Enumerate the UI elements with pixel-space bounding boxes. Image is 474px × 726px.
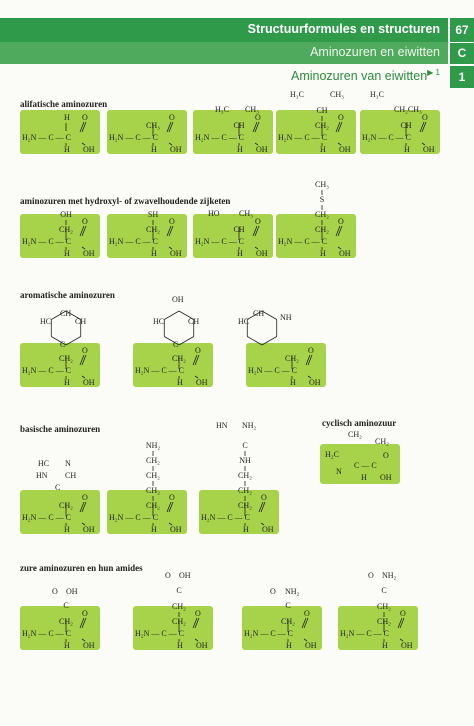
side-chain-ch2: CH₂ — [146, 501, 160, 510]
alpha-hydrogen: H — [290, 378, 296, 387]
amide-nh2: NH₂ — [285, 587, 300, 596]
carbonyl-oxygen: O — [195, 346, 201, 355]
alpha-hydrogen: H — [320, 249, 326, 258]
side-chain-ch2: CH₂ — [281, 617, 295, 626]
backbone-text: H₂N — C — C — [278, 237, 328, 246]
side-chain-ch2: CH₂ — [59, 617, 73, 626]
alpha-hydrogen: H — [64, 378, 70, 387]
proline-ch2: CH₂ — [348, 430, 362, 439]
carbonyl-oxygen: O — [255, 217, 261, 226]
side-chain-ch3: CH₃ — [146, 121, 160, 130]
methyl-group: H₃C — [370, 90, 384, 99]
section-label-aliphatic: alifatische aminozuren — [20, 99, 108, 109]
guanidine-hn: HN — [216, 421, 228, 430]
side-chain-ch: CH — [233, 225, 245, 234]
side-chain-ch2: CH₂ — [59, 225, 73, 234]
hydroxyl-group: OH — [83, 378, 95, 387]
imidazole-ch: CH — [65, 471, 77, 480]
amide-c: C — [381, 586, 387, 595]
carbonyl-oxygen: O — [422, 113, 428, 122]
indole-ring — [262, 311, 277, 320]
side-chain-ch2: CH₂ — [377, 602, 391, 611]
proline-core: C — C — [354, 461, 377, 470]
side-chain-ch2: CH₂ — [238, 471, 252, 480]
hydroxyl-group: OH — [256, 249, 268, 258]
hydroxyl-group: OH — [170, 145, 182, 154]
alpha-hydrogen: H — [177, 641, 183, 650]
alpha-hydrogen: H — [320, 145, 326, 154]
methyl-group: CH₃ — [239, 209, 253, 218]
proline-ch2: CH₂ — [375, 437, 389, 446]
backbone-text: H₂N — C — C — [22, 366, 72, 375]
amide-c: C — [285, 601, 291, 610]
alpha-hydrogen: H — [237, 249, 243, 258]
methyl-group: CH₃ — [245, 105, 259, 114]
side-chain-oh: OH — [60, 210, 72, 219]
hydroxyl-group: OH — [196, 378, 208, 387]
alpha-hydrogen: H — [64, 641, 70, 650]
ring-ch: HC — [40, 317, 52, 326]
ring-ch: CH — [253, 309, 265, 318]
backbone-text: H₂N — C — C — [195, 237, 245, 246]
alpha-hydrogen: H — [243, 525, 249, 534]
alpha-hydrogen: H — [404, 145, 410, 154]
backbone-text: H₂N — C — C — [22, 237, 72, 246]
side-chain-ch2: CH₂ — [146, 471, 160, 480]
alpha-hydrogen: H — [64, 525, 70, 534]
hydroxyl-side: HO — [208, 209, 220, 218]
side-chain-ch2: CH₂ — [59, 501, 73, 510]
backbone-text: H₂N — C — C — [109, 237, 159, 246]
ring-ch: HC — [153, 317, 165, 326]
alpha-hydrogen: H — [177, 378, 183, 387]
topic-ref-number: 1 — [435, 68, 440, 77]
side-chain-ch2: CH₂ — [315, 225, 329, 234]
ethyl-group: CH₂CH₃ — [394, 105, 422, 114]
ring-c: C — [60, 340, 66, 349]
hydroxyl-group: OH — [83, 525, 95, 534]
ring-ch: CH — [188, 317, 200, 326]
side-chain-ch2: CH₂ — [146, 456, 160, 465]
chapter-title: Structuurformules en structuren — [247, 22, 440, 36]
side-chain-c: C — [242, 441, 248, 450]
methyl-group: H₃C — [290, 90, 304, 99]
hydroxyl-group: OH — [170, 249, 182, 258]
backbone-text: H₂N — C — C — [109, 133, 159, 142]
carbonyl-oxygen: O — [338, 217, 344, 226]
carbonyl-oxygen: O — [308, 346, 314, 355]
hydroxyl-group: OH — [256, 145, 268, 154]
acid-oxygen: O — [165, 571, 171, 580]
carbonyl-oxygen: O — [82, 346, 88, 355]
backbone-text: H₂N — C — C — [244, 629, 294, 638]
carbonyl-oxygen: O — [169, 217, 175, 226]
acid-oxygen: O — [52, 587, 58, 596]
indole-nh: NH — [280, 313, 292, 322]
topic-text: Aminozuren van eiwitten — [290, 69, 428, 84]
side-chain-ch2: CH₂ — [59, 354, 73, 363]
carbonyl-oxygen: O — [169, 493, 175, 502]
section-label-hydroxyl-sulfur: aminozuren met hydroxyl- of zwavelhoudende zijketen — [20, 196, 231, 206]
acid-c: C — [63, 601, 69, 610]
subtitle: Aminozuren en eiwitten — [310, 45, 440, 59]
methyl-group: CH₃ — [330, 90, 344, 99]
ring-ch: CH — [75, 317, 87, 326]
imidazole-hn: HN — [36, 471, 48, 480]
side-chain-nh2: NH₂ — [145, 441, 161, 450]
carbonyl-oxygen: O — [383, 451, 389, 460]
alpha-hydrogen: H — [382, 641, 388, 650]
side-chain-ch2: CH₂ — [146, 225, 160, 234]
hydroxyl-group: OH — [305, 641, 317, 650]
hydroxyl-group: OH — [423, 145, 435, 154]
topic-ref: ▶ 1 — [427, 68, 440, 77]
carbonyl-oxygen: O — [338, 113, 344, 122]
section-label-aromatic: aromatische aminozuren — [20, 290, 115, 300]
alpha-hydrogen: H — [151, 525, 157, 534]
carbonyl-oxygen: O — [400, 609, 406, 618]
section-letter-tab: C — [450, 43, 474, 64]
hydroxyl-group: OH — [196, 641, 208, 650]
side-chain-ch2: CH₂ — [377, 617, 391, 626]
ring-ch: HC — [238, 317, 250, 326]
hydroxyl-group: OH — [339, 249, 351, 258]
section-label-cyclic: cyclisch aminozuur — [322, 418, 397, 428]
backbone-text: H₂N — C — C — [195, 133, 245, 142]
hydroxyl-group: OH — [83, 641, 95, 650]
side-chain-sh: SH — [147, 210, 159, 219]
side-chain-ch2: CH₂ — [146, 486, 160, 495]
hydroxyl-group: OH — [339, 145, 351, 154]
backbone-text: H₂N — C — C — [135, 629, 185, 638]
guanidine-nh2: NH₂ — [242, 421, 257, 430]
alpha-hydrogen: H — [151, 145, 157, 154]
hydroxyl-group: OH — [170, 525, 182, 534]
backbone-text: H₂N — C — C — [248, 366, 298, 375]
alpha-hydrogen: H — [64, 249, 70, 258]
carbonyl-oxygen: O — [255, 113, 261, 122]
side-chain-ch2: CH₂ — [285, 354, 299, 363]
proline-h2c: H₂C — [325, 450, 339, 459]
hydroxyl-group: OH — [83, 145, 95, 154]
side-chain-ch: CH — [233, 121, 245, 130]
backbone-text: H₂N — C — C — [278, 133, 328, 142]
hydroxyl-group: OH — [380, 473, 392, 482]
alpha-hydrogen: H — [237, 145, 243, 154]
ring-c: C — [173, 340, 179, 349]
acid-oh: OH — [66, 587, 78, 596]
amide-nh2: NH₂ — [382, 571, 397, 580]
section-label-acidic: zure aminozuren en hun amides — [20, 563, 143, 573]
side-chain-ch2: CH₂ — [172, 617, 186, 626]
section-number-tab: 1 — [450, 66, 474, 88]
acid-c: C — [176, 586, 182, 595]
carbonyl-oxygen: O — [82, 609, 88, 618]
carbonyl-oxygen: O — [304, 609, 310, 618]
backbone-text: H₂N — C — C — [22, 133, 72, 142]
hydroxyl-group: OH — [401, 641, 413, 650]
side-chain-nh: NH — [239, 456, 251, 465]
phenol-oh: OH — [172, 295, 184, 304]
imidazole-hc: HC — [38, 459, 50, 468]
side-chain-ch2: CH₂ — [172, 602, 186, 611]
carbonyl-oxygen: O — [195, 609, 201, 618]
imidazole-c: C — [55, 483, 61, 492]
side-chain-ch2: CH₂ — [172, 354, 186, 363]
backbone-text: H₂N — C — C — [340, 629, 390, 638]
amide-oxygen: O — [270, 587, 276, 596]
alpha-hydrogen: H — [151, 249, 157, 258]
section-label-basic: basische aminozuren — [20, 424, 101, 434]
backbone-text: H₂N — C — C — [109, 513, 159, 522]
amide-oxygen: O — [368, 571, 374, 580]
phenol-ring — [164, 311, 179, 320]
acid-oh: OH — [179, 571, 191, 580]
side-chain-ch: CH — [400, 121, 412, 130]
backbone-text: H₂N — C — C — [135, 366, 185, 375]
carbonyl-oxygen: O — [82, 217, 88, 226]
side-chain-ch: CH — [316, 106, 328, 115]
carbonyl-oxygen: O — [261, 493, 267, 502]
methyl-group: H₃C — [215, 105, 229, 114]
hydroxyl-group: OH — [262, 525, 274, 534]
carbonyl-oxygen: O — [82, 113, 88, 122]
hydroxyl-group: OH — [83, 249, 95, 258]
side-chain-ch2: CH₂ — [238, 486, 252, 495]
carbonyl-oxygen: O — [169, 113, 175, 122]
side-hydrogen: H — [64, 113, 70, 122]
alpha-hydrogen: H — [64, 145, 70, 154]
side-chain-ch2: CH₂ — [315, 210, 329, 219]
backbone-text: H₂N — C — C — [22, 629, 72, 638]
backbone-text: H₂N — C — C — [22, 513, 72, 522]
hydroxyl-group: OH — [309, 378, 321, 387]
page-number-tab: 67 — [450, 18, 474, 42]
imidazole-n: N — [65, 459, 71, 468]
alpha-hydrogen: H — [286, 641, 292, 650]
backbone-text: H₂N — C — C — [201, 513, 251, 522]
carbonyl-oxygen: O — [82, 493, 88, 502]
side-chain-ch3: CH₃ — [315, 180, 329, 189]
ring-ch: CH — [60, 309, 72, 318]
backbone-text: H₂N — C — C — [362, 133, 412, 142]
alpha-hydrogen: H — [361, 473, 367, 482]
proline-n: N — [336, 467, 342, 476]
side-chain-ch2: CH₂ — [315, 121, 329, 130]
side-chain-ch2: CH₂ — [238, 501, 252, 510]
side-chain-s: S — [319, 195, 325, 204]
